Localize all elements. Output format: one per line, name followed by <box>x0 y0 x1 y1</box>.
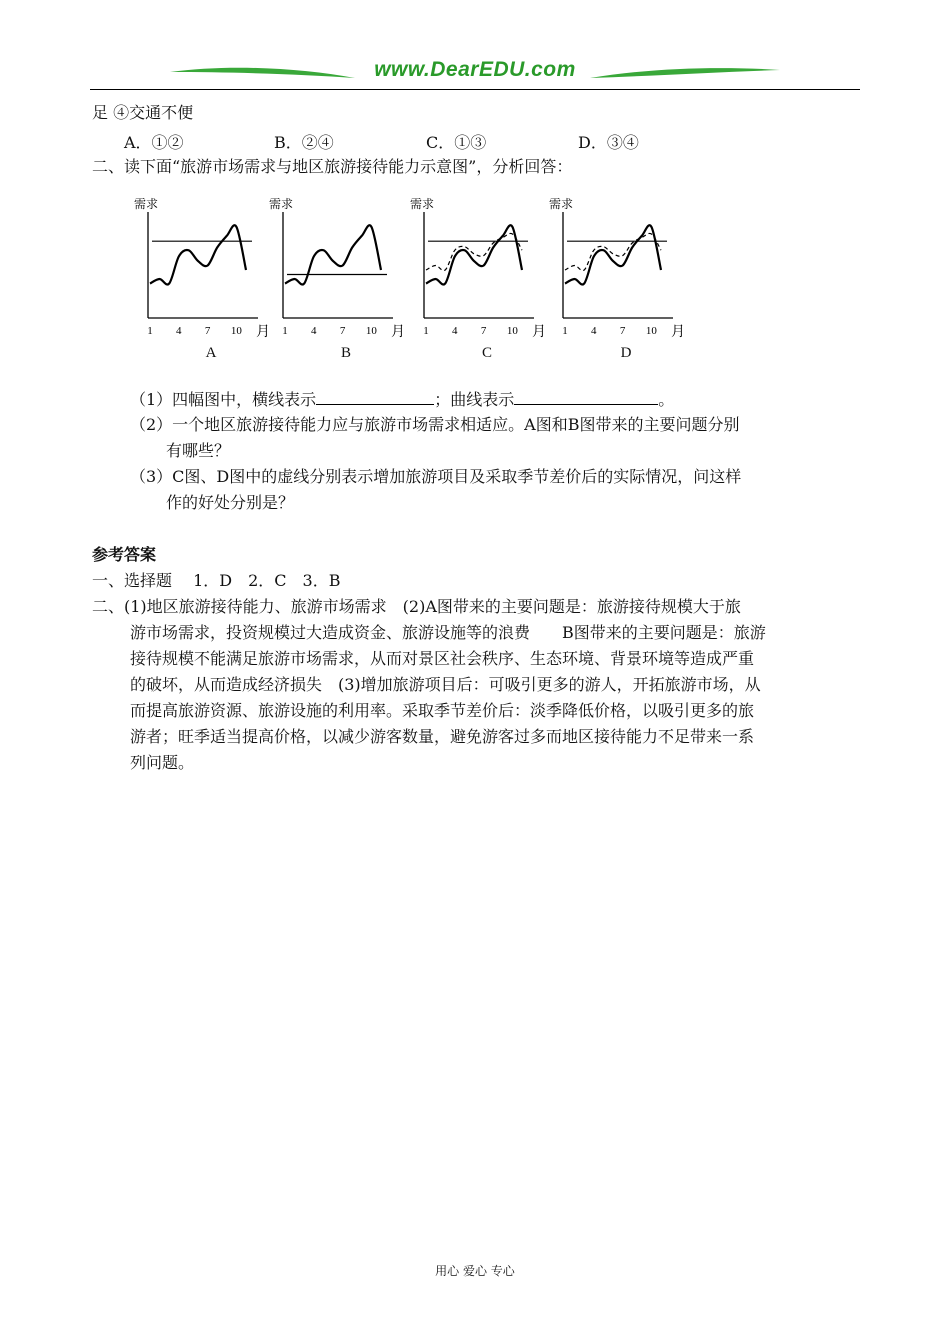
tick-label: 4 <box>591 325 597 337</box>
q1-option-d: D．③④ <box>578 133 639 152</box>
x-axis-label: 月 <box>256 324 270 340</box>
question-2-line-2: 有哪些？ <box>166 441 231 460</box>
q1-option-c: C．①③ <box>426 133 487 152</box>
demand-curve <box>565 225 661 284</box>
question-3-line-2: 作的好处分别是？ <box>166 493 295 512</box>
chart-caption: D <box>620 345 632 361</box>
q1-option-tail: 足 ④交通不便 <box>92 103 194 122</box>
y-axis-label: 需求 <box>549 197 574 211</box>
answer-blank-2[interactable] <box>514 388 658 405</box>
answers-line-6: 而提高旅游资源、旅游设施的利用率。采取季节差价后：淡季降低价格，以吸引更多的旅 <box>130 701 755 720</box>
tick-label: 10 <box>365 325 377 337</box>
answers-line-1: 一、选择题 1．D 2．C 3．B <box>92 571 341 590</box>
question-1-part-b: ；曲线表示 <box>434 390 515 409</box>
x-axis-label: 月 <box>671 324 685 340</box>
q1-option-b: B．②④ <box>274 133 334 152</box>
question-3-line-1: （3）C图、D图中的虚线分别表示增加旅游项目及采取季节差价后的实际情况，问这样 <box>130 467 742 486</box>
tick-label: 10 <box>645 325 657 337</box>
tick-label: 1 <box>423 325 429 337</box>
answers-line-2: 二、(1)地区旅游接待能力、旅游市场需求 (2)A图带来的主要问题是：旅游接待规模大于旅 <box>92 597 741 616</box>
question-2-line-1: （2）一个地区旅游接待能力应与旅游市场需求相适应。A图和B图带来的主要问题分别 <box>130 415 740 434</box>
question-1 <box>130 388 674 411</box>
q1-option-a: A．①② <box>124 133 184 152</box>
answer-blank-1[interactable] <box>316 388 434 405</box>
adjusted-demand-curve <box>565 233 661 270</box>
chart-caption: C <box>481 345 492 361</box>
answers-heading: 参考答案 <box>92 545 157 564</box>
tick-label: 4 <box>176 325 182 337</box>
tick-label: 7 <box>619 325 626 337</box>
tick-label: 4 <box>452 325 458 337</box>
answers-line-8: 列问题。 <box>130 753 195 772</box>
y-axis-label: 需求 <box>410 197 435 211</box>
chart-caption: A <box>205 345 217 361</box>
tick-label: 4 <box>311 325 317 337</box>
section2-intro: 二、读下面“旅游市场需求与地区旅游接待能力示意图”，分析回答： <box>92 157 573 176</box>
answers-line-4: 接待规模不能满足旅游市场需求，从而对景区社会秩序、生态环境、背景环境等造成严重 <box>130 649 755 668</box>
tick-label: 1 <box>147 325 153 337</box>
tick-label: 1 <box>282 325 288 337</box>
y-axis-label: 需求 <box>134 197 159 211</box>
chart-caption: B <box>340 345 351 361</box>
answers-line-3: 游市场需求，投资规模过大造成资金、旅游设施等的浪费 B图带来的主要问题是：旅游 <box>130 623 766 642</box>
y-axis-label: 需求 <box>269 197 294 211</box>
tick-label: 7 <box>339 325 346 337</box>
tick-label: 1 <box>562 325 568 337</box>
answers-line-7: 游者；旺季适当提高价格，以减少游客数量，避免游客过多而地区接待能力不足带来一系 <box>130 727 755 746</box>
x-axis-label: 月 <box>532 324 546 340</box>
tick-label: 10 <box>230 325 242 337</box>
site-logo[interactable]: www.DearEDU.com <box>374 58 576 81</box>
chart-svg-d <box>0 0 950 380</box>
question-1-part-c: 。 <box>658 390 675 409</box>
tick-label: 7 <box>480 325 487 337</box>
answers-line-5: 的破坏，从而造成经济损失 (3)增加旅游项目后：可吸引更多的游人，开拓旅游市场，从 <box>130 675 761 694</box>
x-axis-label: 月 <box>391 324 405 340</box>
tick-label: 10 <box>506 325 518 337</box>
tick-label: 7 <box>204 325 211 337</box>
question-1-part-a: （1）四幅图中，横线表示 <box>130 390 317 409</box>
page-footer: 用心 爱心 专心 <box>435 1264 515 1278</box>
